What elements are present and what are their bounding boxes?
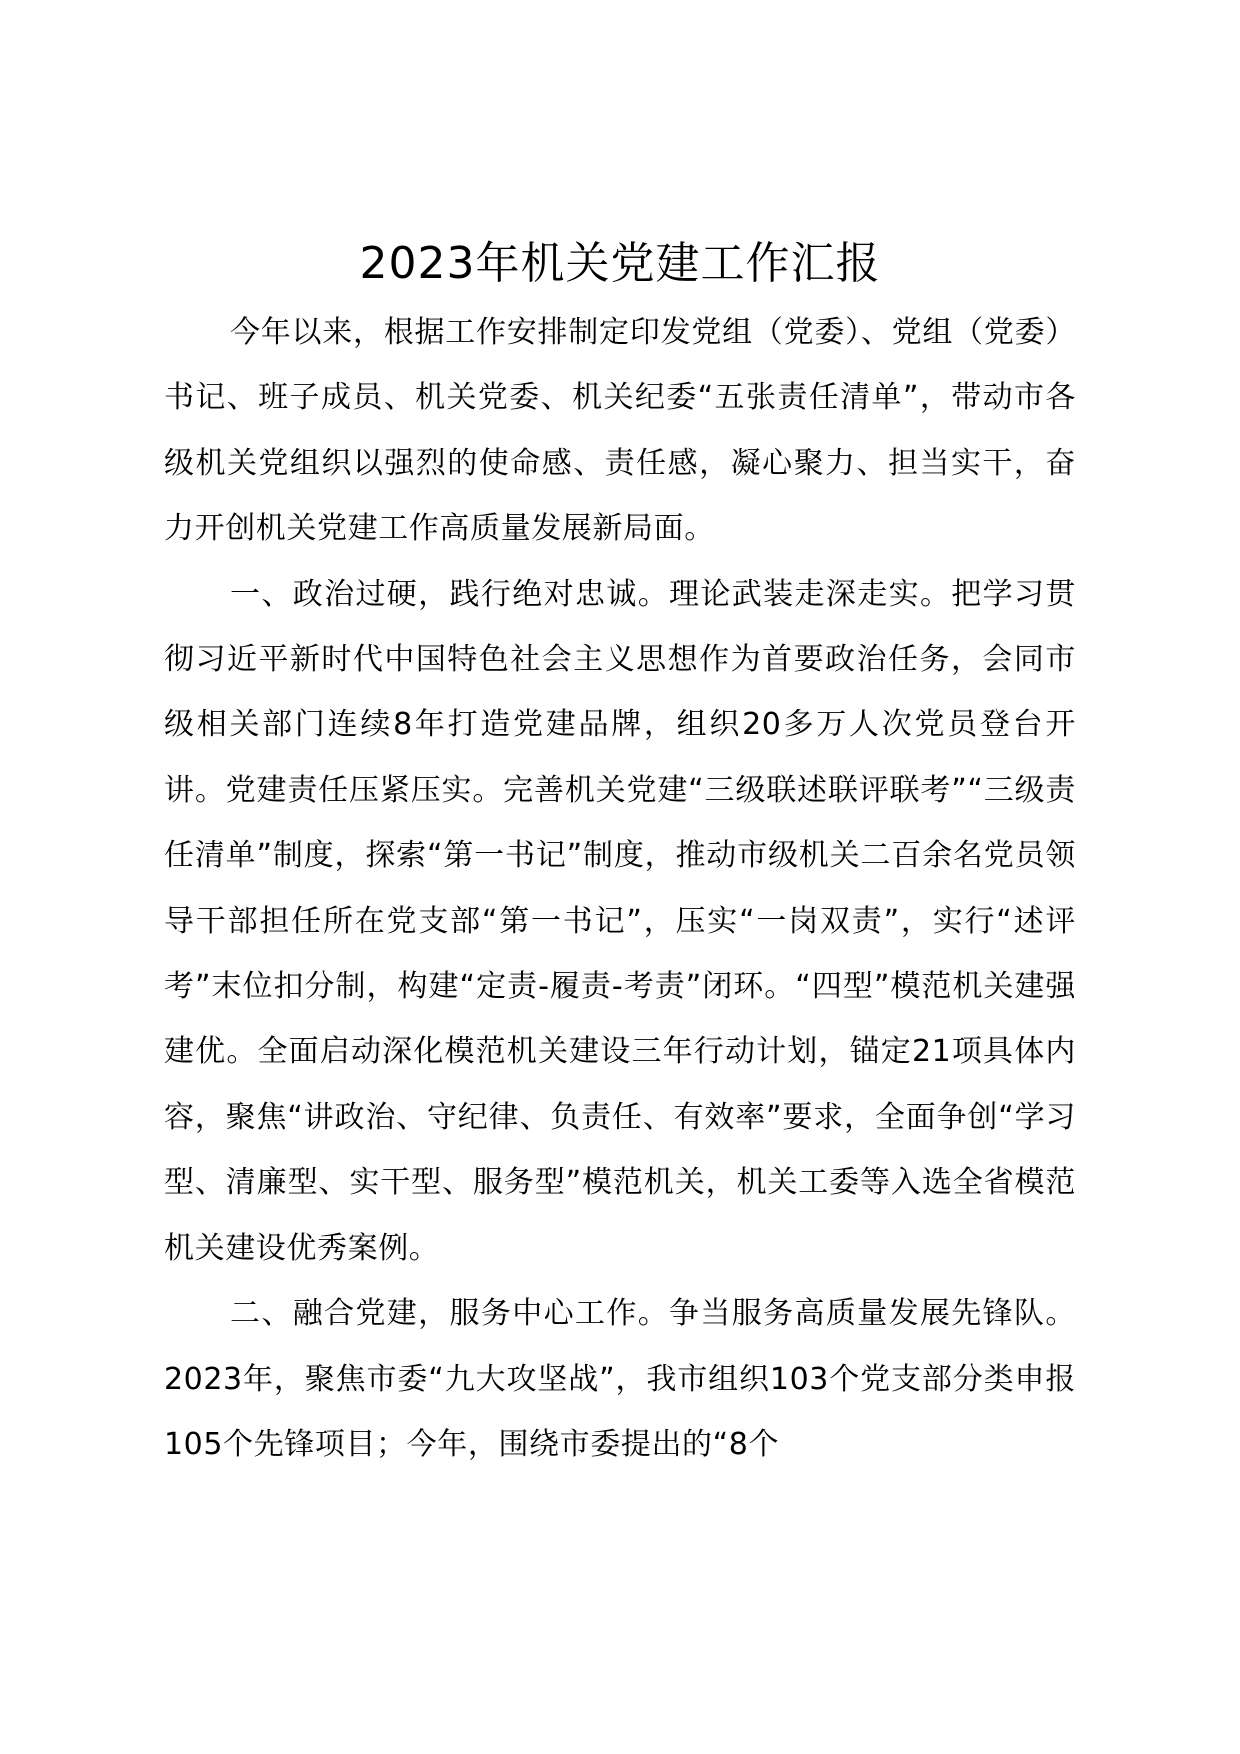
paragraph-intro: 今年以来，根据工作安排制定印发党组（党委）、党组（党委）书记、班子成员、机关党委、机关纪委“五张责任清单”，带动市各级机关党组织以强烈的使命感、责任感，凝心聚力、担当实干，奋力开创机关党建工作高质量发展新局面。 <box>164 315 1076 547</box>
document-body <box>164 300 1076 1477</box>
paragraph-section-2: 二、融合党建，服务中心工作。争当服务高质量发展先锋队。2023年，聚焦市委“九大攻坚战”，我市组织103个党支部分类申报105个先锋项目；今年，围绕市委提出的“8个 <box>164 1296 1076 1462</box>
document-title: 2023年机关党建工作汇报 <box>359 238 881 289</box>
paragraph-section-1: 一、政治过硬，践行绝对忠诚。理论武装走深走实。把学习贯彻习近平新时代中国特色社会主义思想作为首要政治任务，会同市级相关部门连续8年打造党建品牌，组织20多万人次党员登台开讲。党建责任压紧压实。完善机关党建“三级联述联评联考”“三级责任清单”制度，探索“第一书记”制度，推动市级机关二百余名党员领导干部担任所在党支部“第一书记”，压实“一岗双责”，实行“述评考”末位扣分制，构建“定责-履责-考责”闭环。“四型”模范机关建强建优。全面启动深化模范机关建设三年行动计划，锚定21项具体内容，聚焦“讲政治、守纪律、负责任、有效率”要求，全面争创“学习型、清廉型、实干型、服务型”模范机关，机关工委等入选全省模范机关建设优秀案例。 <box>164 576 1076 1266</box>
